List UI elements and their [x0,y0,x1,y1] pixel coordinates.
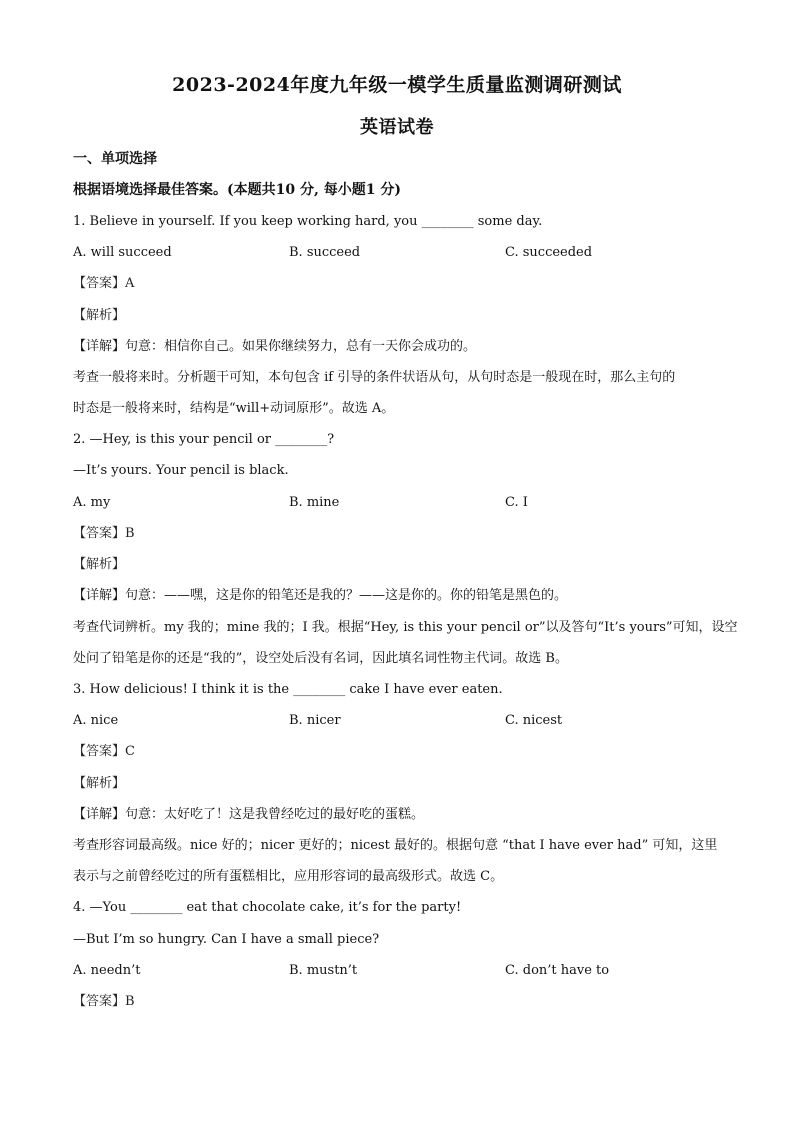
section-heading: 一、单项选择 [73,151,157,167]
question-3-answer: 【答案】C [73,744,135,759]
section-instruction: 根据语境选择最佳答案。(本题共10 分, 每小题1 分) [73,182,401,198]
question-1-analysis-label: 【解析】 [73,308,126,323]
question-1-option-c: C. succeeded [505,245,593,260]
question-3-option-b: B. nicer [289,713,341,728]
question-2-option-c: C. I [505,495,528,510]
question-1-explain-line1: 考查一般将来时。分析题干可知，本句包含 if 引导的条件状语从句，从句时态是一般现在时，那么主句的 [73,370,676,385]
question-2-answer: 【答案】B [73,526,135,541]
question-4-response: —But I’m so hungry. Can I have a small piece? [73,932,380,947]
question-4-stem: 4. —You ________ eat that chocolate cake, it’s for the party! [73,900,462,915]
question-4-option-b: B. mustn’t [289,963,358,978]
question-2-analysis-label: 【解析】 [73,557,126,572]
question-2-explain-line2: 处问了铅笔是你的还是“我的”，设空处后没有名词，因此填名词性物主代词。故选 B。 [73,651,568,666]
question-1-stem: 1. Believe in yourself. If you keep working hard, you ________ some day. [73,214,543,229]
exam-title: 2023-2024年度九年级一模学生质量监测调研测试 [172,74,622,96]
question-1-option-a: A. will succeed [73,245,172,260]
question-2-stem: 2. —Hey, is this your pencil or ________? [73,432,335,447]
question-2-response: —It’s yours. Your pencil is black. [73,463,289,478]
question-1-detail: 【详解】句意：相信你自己。如果你继续努力，总有一天你会成功的。 [73,339,477,354]
question-3-detail: 【详解】句意：太好吃了！这是我曾经吃过的最好吃的蛋糕。 [73,807,425,822]
question-2-detail: 【详解】句意：——嘿，这是你的铅笔还是我的？——这是你的。你的铅笔是黑色的。 [73,588,568,603]
question-2-option-a: A. my [73,495,111,510]
exam-subtitle: 英语试卷 [360,117,434,138]
question-4-answer: 【答案】B [73,994,135,1009]
question-2-explain-line1: 考查代词辨析。my 我的；mine 我的；I 我。根据“Hey, is this your pencil or”以及答句“It’s yours”可知，设空 [73,620,738,635]
question-3-stem: 3. How delicious! I think it is the ________ cake I have ever eaten. [73,682,503,697]
question-2-option-b: B. mine [289,495,340,510]
question-4-option-c: C. don’t have to [505,963,610,978]
question-3-explain-line2: 表示与之前曾经吃过的所有蛋糕相比，应用形容词的最高级形式。故选 C。 [73,869,504,884]
question-1-explain-line2: 时态是一般将来时，结构是“will+动词原形”。故选 A。 [73,401,395,416]
question-3-option-a: A. nice [73,713,119,728]
question-3-option-c: C. nicest [505,713,563,728]
question-3-analysis-label: 【解析】 [73,776,126,791]
question-3-explain-line1: 考查形容词最高级。nice 好的；nicer 更好的；nicest 最好的。根据句意 “that I have ever had” 可知，这里 [73,838,718,853]
question-4-option-a: A. needn’t [73,963,141,978]
question-1-option-b: B. succeed [289,245,361,260]
question-1-answer: 【答案】A [73,276,135,291]
